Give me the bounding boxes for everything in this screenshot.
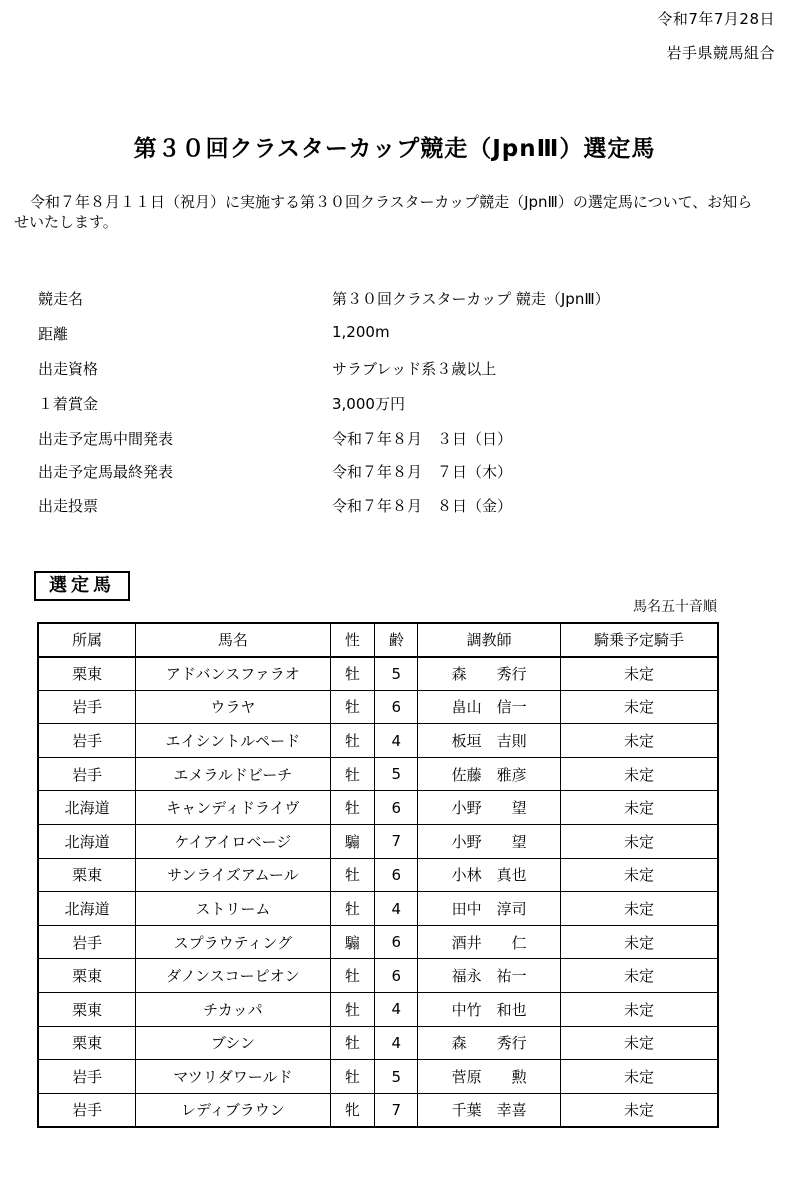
cell-trainer: 中竹 和也 [418,993,561,1027]
cell-horse-name: マツリダワールド [136,1060,330,1094]
cell-trainer: 酒井 仁 [418,925,561,959]
cell-horse-name: レディブラウン [136,1093,330,1127]
cell-age: 5 [375,1060,418,1094]
race-info-label: 出走投票 [38,497,99,515]
cell-jockey: 未定 [561,791,719,825]
cell-age: 5 [375,657,418,691]
intro-paragraph: 令和７年８月１１日（祝月）に実施する第３０回クラスターカップ競走（JpnⅢ）の選定馬について、お知らせいたします。 [14,193,753,231]
table-row [38,791,718,825]
table-row [38,825,718,859]
cell-sex: 牡 [330,724,375,758]
cell-jockey: 未定 [561,1060,719,1094]
cell-age: 7 [375,825,418,859]
column-header-trainer: 調教師 [418,623,561,657]
table-row [38,724,718,758]
race-info-row [38,288,738,310]
cell-trainer: 小林 真也 [418,858,561,892]
race-info-value: 令和７年８月 ３日（日） [332,430,513,448]
column-header-age: 齢 [375,623,418,657]
cell-horse-name: ブシン [136,1026,330,1060]
cell-horse-name: チカッパ [136,993,330,1027]
cell-jockey: 未定 [561,757,719,791]
cell-sex: 騸 [330,925,375,959]
table-row [38,1060,718,1094]
table-row [38,1093,718,1127]
table-row [38,892,718,926]
column-header-sex: 性 [330,623,375,657]
race-info-row [38,495,738,517]
cell-affiliation: 北海道 [38,892,136,926]
column-header-affiliation: 所属 [38,623,136,657]
table-row [38,657,718,691]
cell-affiliation: 岩手 [38,1060,136,1094]
cell-age: 6 [375,858,418,892]
race-info-label: 出走資格 [38,360,99,378]
cell-affiliation: 栗東 [38,1026,136,1060]
cell-jockey: 未定 [561,858,719,892]
cell-sex: 牡 [330,959,375,993]
selection-heading: 選定馬 [34,571,130,601]
table-row [38,993,718,1027]
race-info-value: 1,200m [332,323,390,341]
cell-affiliation: 岩手 [38,690,136,724]
race-info-label: 出走予定馬最終発表 [38,463,174,481]
race-info-row [38,323,738,345]
table-row [38,959,718,993]
column-header-jockey: 騎乗予定騎手 [561,623,719,657]
cell-affiliation: 栗東 [38,657,136,691]
cell-age: 6 [375,925,418,959]
column-header-horse-name: 馬名 [136,623,330,657]
cell-trainer: 佐藤 雅彦 [418,757,561,791]
cell-sex: 牝 [330,1093,375,1127]
cell-jockey: 未定 [561,724,719,758]
cell-jockey: 未定 [561,825,719,859]
cell-age: 5 [375,757,418,791]
race-info-value: 令和７年８月 ８日（金） [332,497,513,515]
race-info-value: サラブレッド系３歳以上 [332,360,497,378]
issuing-organization: 岩手県競馬組合 [666,44,775,62]
race-info-label: 競走名 [38,290,84,308]
race-info-row [38,461,738,483]
cell-trainer: 板垣 吉則 [418,724,561,758]
cell-trainer: 千葉 幸喜 [418,1093,561,1127]
cell-age: 4 [375,724,418,758]
cell-age: 6 [375,791,418,825]
cell-age: 4 [375,993,418,1027]
cell-trainer: 小野 望 [418,791,561,825]
cell-jockey: 未定 [561,1093,719,1127]
cell-affiliation: 岩手 [38,757,136,791]
cell-sex: 牡 [330,892,375,926]
cell-age: 7 [375,1093,418,1127]
page-title: 第３０回クラスターカップ競走（JpnⅢ）選定馬 [133,136,656,162]
race-info-row [38,428,738,450]
cell-trainer: 田中 淳司 [418,892,561,926]
cell-jockey: 未定 [561,925,719,959]
race-info-value: 令和７年８月 ７日（木） [332,463,513,481]
cell-jockey: 未定 [561,993,719,1027]
cell-horse-name: ウラヤ [136,690,330,724]
cell-sex: 牡 [330,1026,375,1060]
race-info-value: 第３０回クラスターカップ 競走（JpnⅢ） [332,290,610,308]
table-row [38,925,718,959]
cell-sex: 牡 [330,791,375,825]
cell-horse-name: ストリーム [136,892,330,926]
cell-sex: 牡 [330,757,375,791]
sort-order-note: 馬名五十音順 [633,599,717,615]
cell-sex: 牡 [330,657,375,691]
cell-trainer: 畠山 信一 [418,690,561,724]
cell-horse-name: エメラルドビーチ [136,757,330,791]
cell-sex: 牡 [330,1060,375,1094]
race-info-label: 出走予定馬中間発表 [38,430,174,448]
cell-sex: 牡 [330,993,375,1027]
cell-trainer: 森 秀行 [418,1026,561,1060]
cell-age: 6 [375,690,418,724]
cell-horse-name: キャンディドライヴ [136,791,330,825]
table-row [38,757,718,791]
cell-sex: 牡 [330,690,375,724]
cell-jockey: 未定 [561,959,719,993]
cell-affiliation: 岩手 [38,724,136,758]
cell-affiliation: 栗東 [38,959,136,993]
cell-horse-name: ダノンスコーピオン [136,959,330,993]
cell-affiliation: 栗東 [38,858,136,892]
race-info-value: 3,000万円 [332,395,405,413]
cell-trainer: 福永 祐一 [418,959,561,993]
race-info-label: 距離 [38,325,69,343]
cell-jockey: 未定 [561,1026,719,1060]
table-row [38,1026,718,1060]
race-info-label: １着賞金 [38,395,99,413]
race-info-row [38,358,738,380]
cell-affiliation: 北海道 [38,825,136,859]
cell-horse-name: スプラウティング [136,925,330,959]
cell-horse-name: エイシントルペード [136,724,330,758]
cell-horse-name: ケイアイロベージ [136,825,330,859]
cell-jockey: 未定 [561,690,719,724]
cell-age: 4 [375,892,418,926]
cell-affiliation: 北海道 [38,791,136,825]
cell-sex: 牡 [330,858,375,892]
cell-age: 4 [375,1026,418,1060]
cell-trainer: 菅原 勲 [418,1060,561,1094]
cell-trainer: 森 秀行 [418,657,561,691]
table-row [38,690,718,724]
selected-horses-table [37,622,719,1128]
cell-jockey: 未定 [561,892,719,926]
cell-jockey: 未定 [561,657,719,691]
cell-trainer: 小野 望 [418,825,561,859]
race-info-row [38,393,738,415]
document-date: 令和7年7月28日 [657,10,775,28]
table-row [38,858,718,892]
cell-age: 6 [375,959,418,993]
cell-horse-name: アドバンスファラオ [136,657,330,691]
cell-horse-name: サンライズアムール [136,858,330,892]
cell-sex: 騸 [330,825,375,859]
cell-affiliation: 岩手 [38,1093,136,1127]
table-header-row [38,623,718,657]
cell-affiliation: 岩手 [38,925,136,959]
cell-affiliation: 栗東 [38,993,136,1027]
